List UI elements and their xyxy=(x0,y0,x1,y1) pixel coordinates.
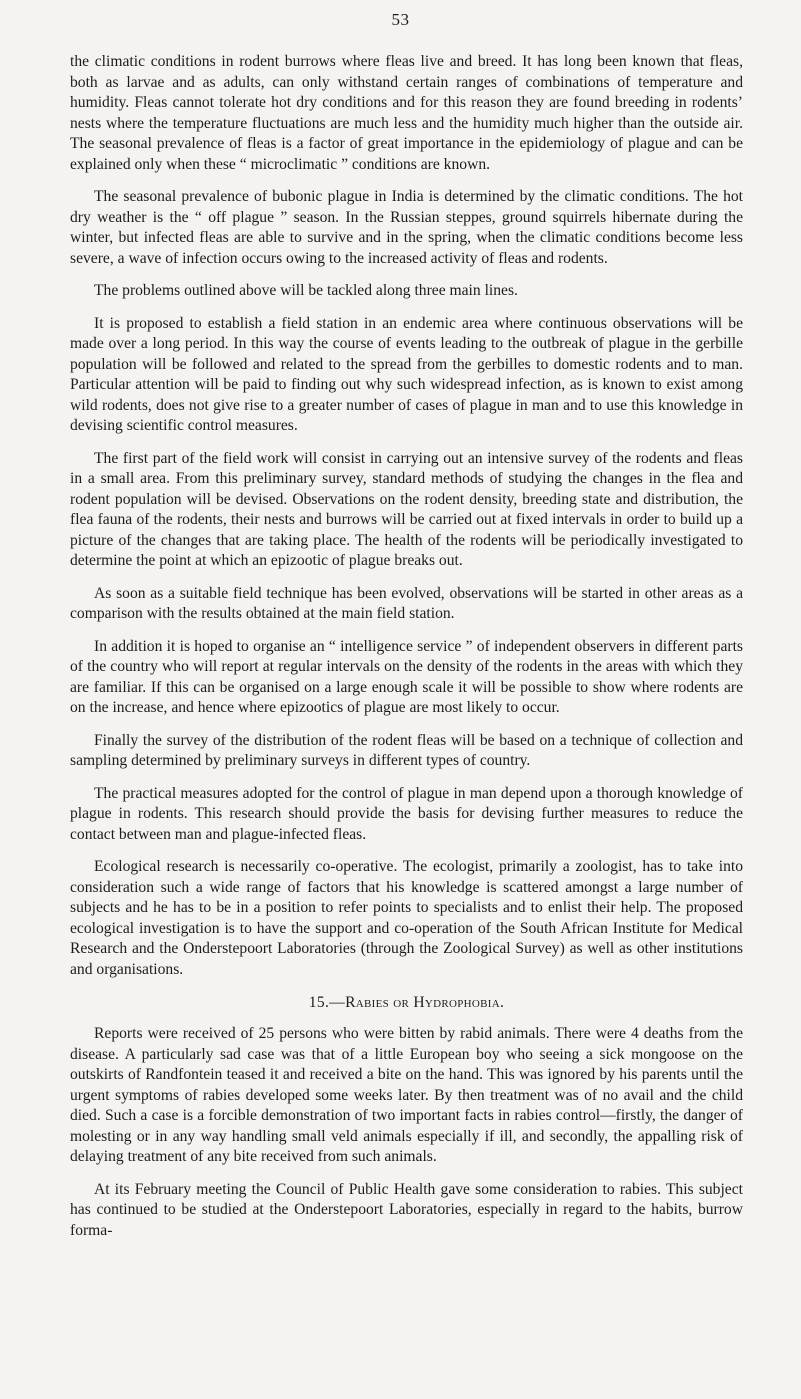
paragraph: At its February meeting the Council of Public Health gave some consideration to rabies. This subject has continued to be studied at the Onderstepoort Laboratories, especially in regard to the habits, burrow forma- xyxy=(70,1180,743,1239)
paragraph: The first part of the field work will consist in carrying out an intensive survey of the rodents and fleas in a small area. From this preliminary survey, standard methods of studying the changes in the flea and rodent population will be devised. Observations on the rodent density, breeding state and distribution, the flea fauna of the rodents, their nests and burrows will be carried out at fixed intervals in order to build up a picture of the changes that are taking place. The health of the rodents will be periodically investigated to determine the point at which an epizootic of plague breaks out. xyxy=(70,449,743,569)
paragraph-continued: the climatic conditions in rodent burrows where fleas live and breed. It has long been known that fleas, both as larvae and as adults, can only withstand certain ranges of combinations of temperature and humidity. Fleas cannot tolerate hot dry conditions and for this reason they are found breeding in rodents’ nests where the temperature fluctuations are much less and the humidity much higher than the outside air. The seasonal prevalence of fleas is a factor of great importance in the epidemiology of plague and can be explained only when these “ microclimatic ” conditions are known. xyxy=(70,53,743,173)
paragraph: In addition it is hoped to organise an “ intelligence service ” of independent observers in different parts of the country who will report at regular intervals on the density of the rodents in the areas with which they are familiar. If this can be organised on a large enough scale it will be possible to show where rodents are on the increase, and hence where epizootics of plague are most likely to occur. xyxy=(70,637,743,716)
paragraph: Ecological research is necessarily co-operative. The ecologist, primarily a zoologist, has to take into consideration such a wide range of factors that his knowledge is scattered amongst a large number of subjects and he has to be in a position to refer points to specialists and to enlist their help. The proposed ecological investigation is to have the support and co-operation of the South African Institute for Medical Research and the Onderstepoort Laboratories (through the Zoological Survey) as well as other institutions and organisations. xyxy=(70,858,743,978)
section-heading: 15.—Rabies or Hydrophobia. xyxy=(308,994,505,1011)
paragraph: The practical measures adopted for the control of plague in man depend upon a thorough knowledge of plague in rodents. This research should provide the basis for devising further measures to reduce the contact between man and plague-infected fleas. xyxy=(70,784,743,843)
paragraph: Reports were received of 25 persons who were bitten by rabid animals. There were 4 deaths from the disease. A particularly sad case was that of a little European boy who seeing a sick mongoose on the outskirts of Randfontein teased it and received a bite on the hand. This was ignored by his parents until the urgent symptoms of rabies developed some weeks later. By then treatment was of no avail and the child died. Such a case is a forcible demonstration of two important facts in rabies control—firstly, the danger of molesting or in any way handling small veld animals especially if ill, and secondly, the appalling risk of delaying treatment of any bite received from such animals. xyxy=(70,1025,743,1165)
paragraph: The problems outlined above will be tackled along three main lines. xyxy=(94,282,518,299)
page-body xyxy=(70,52,743,1253)
paragraph: Finally the survey of the distribution of the rodent fleas will be based on a technique of collection and sampling determined by preliminary surveys in different types of country. xyxy=(70,731,743,769)
page-number: 53 xyxy=(391,10,410,29)
paragraph: The seasonal prevalence of bubonic plague in India is determined by the climatic conditions. The hot dry weather is the “ off plague ” season. In the Russian steppes, ground squirrels hibernate during the winter, but infected fleas are able to survive and in the spring, when the climatic conditions become less severe, a wave of infection occurs owing to the increased activity of fleas and rodents. xyxy=(70,188,743,267)
paragraph: As soon as a suitable field technique has been evolved, observations will be started in other areas as a comparison with the results obtained at the main field station. xyxy=(70,584,743,622)
paragraph: It is proposed to establish a field station in an endemic area where continuous observations will be made over a long period. In this way the course of events leading to the outbreak of plague in the gerbille population will be followed and related to the spread from the gerbilles to domestic rodents and to man. Particular attention will be paid to finding out why such widespread infection, as is known to exist among wild rodents, does not give rise to a greater number of cases of plague in man and to use this knowledge in devising scientific control measures. xyxy=(70,314,743,434)
